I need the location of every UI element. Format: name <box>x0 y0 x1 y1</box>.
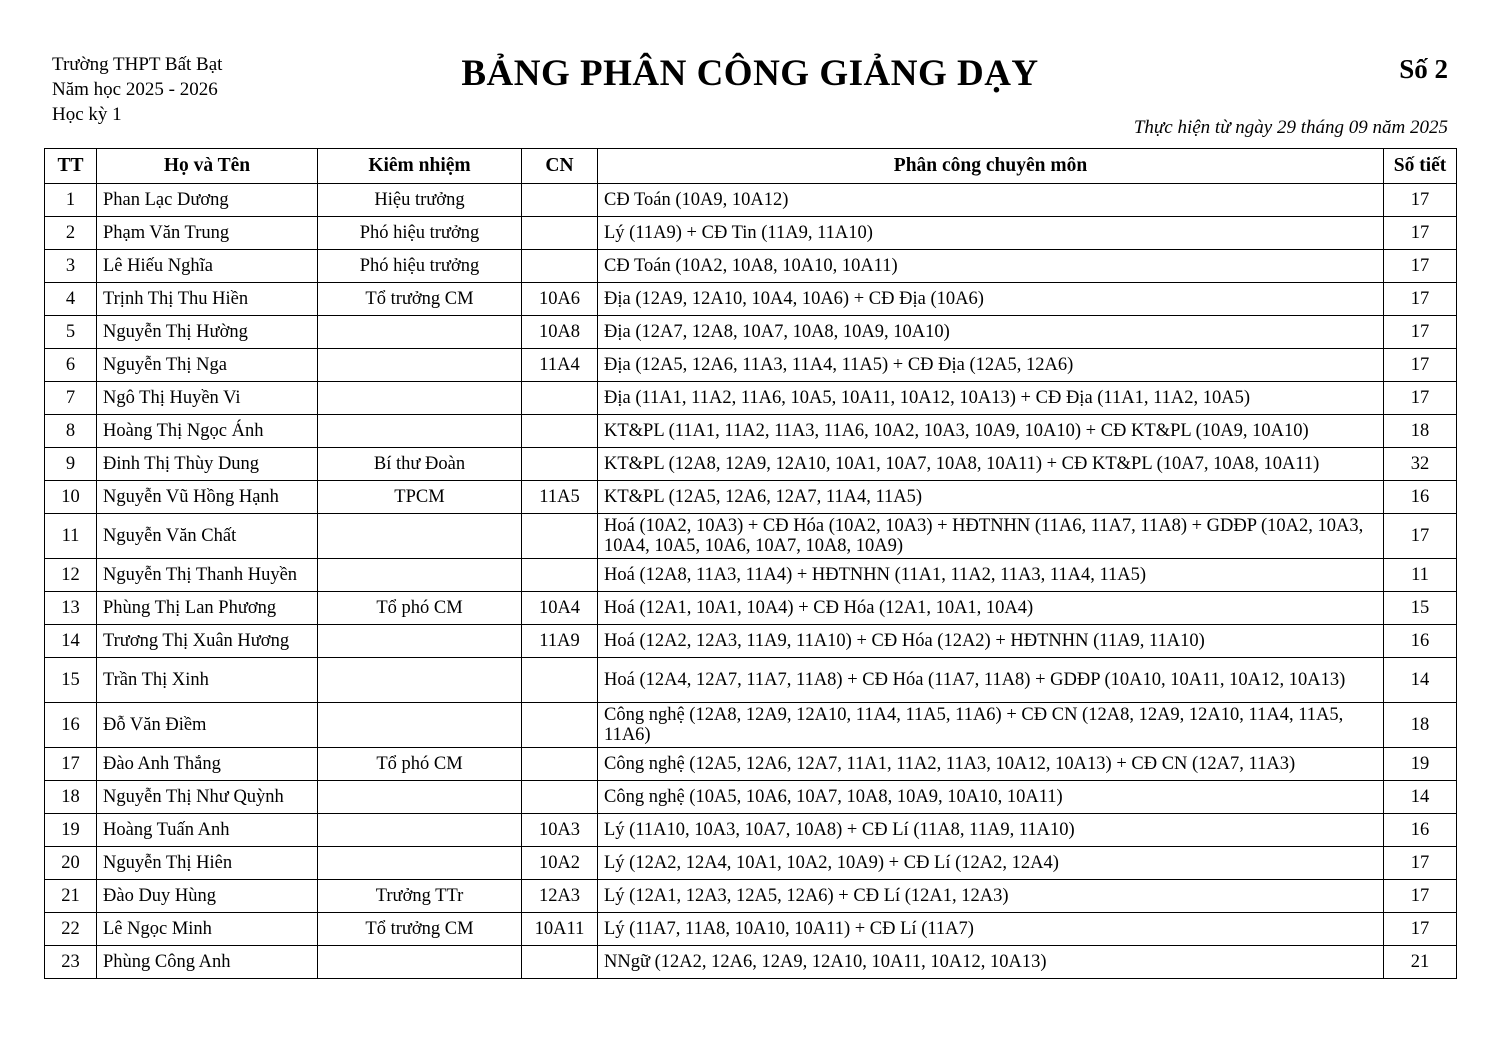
cell-assignment: Lý (11A10, 10A3, 10A7, 10A8) + CĐ Lí (11A8, 11A9, 11A10) <box>598 814 1384 847</box>
cell-cn <box>522 448 598 481</box>
table-row <box>45 217 1457 250</box>
cell-periods: 17 <box>1384 184 1457 217</box>
cell-role: Tổ phó CM <box>318 748 522 781</box>
cell-assignment: Địa (12A5, 12A6, 11A3, 11A4, 11A5) + CĐ Địa (12A5, 12A6) <box>598 349 1384 382</box>
cell-role: Phó hiệu trưởng <box>318 217 522 250</box>
cell-role <box>318 316 522 349</box>
cell-periods: 11 <box>1384 559 1457 592</box>
cell-assignment: KT&PL (12A8, 12A9, 12A10, 10A1, 10A7, 10A8, 10A11) + CĐ KT&PL (10A7, 10A8, 10A11) <box>598 448 1384 481</box>
cell-assignment: Lý (11A9) + CĐ Tin (11A9, 11A10) <box>598 217 1384 250</box>
cell-role: Trưởng TTr <box>318 880 522 913</box>
table-header-row <box>45 149 1457 184</box>
cell-periods: 14 <box>1384 658 1457 703</box>
cell-name: Đỗ Văn Điềm <box>97 703 318 748</box>
cell-tt: 6 <box>45 349 97 382</box>
cell-cn: 10A8 <box>522 316 598 349</box>
cell-assignment: Lý (12A1, 12A3, 12A5, 12A6) + CĐ Lí (12A1, 12A3) <box>598 880 1384 913</box>
cell-role <box>318 703 522 748</box>
cell-cn: 11A5 <box>522 481 598 514</box>
cell-cn <box>522 781 598 814</box>
cell-role: Bí thư Đoàn <box>318 448 522 481</box>
table-row <box>45 847 1457 880</box>
table-row <box>45 814 1457 847</box>
cell-role: Tổ trưởng CM <box>318 283 522 316</box>
table-row <box>45 880 1457 913</box>
cell-tt: 8 <box>45 415 97 448</box>
cell-assignment: Lý (12A2, 12A4, 10A1, 10A2, 10A9) + CĐ Lí (12A2, 12A4) <box>598 847 1384 880</box>
cell-assignment: Địa (12A7, 12A8, 10A7, 10A8, 10A9, 10A10) <box>598 316 1384 349</box>
cell-role <box>318 814 522 847</box>
cell-periods: 17 <box>1384 913 1457 946</box>
cell-name: Lê Ngọc Minh <box>97 913 318 946</box>
cell-role <box>318 847 522 880</box>
cell-periods: 16 <box>1384 481 1457 514</box>
table-row <box>45 415 1457 448</box>
cell-name: Lê Hiếu Nghĩa <box>97 250 318 283</box>
cell-tt: 13 <box>45 592 97 625</box>
cell-periods: 16 <box>1384 814 1457 847</box>
cell-assignment: CĐ Toán (10A9, 10A12) <box>598 184 1384 217</box>
col-header-tt: TT <box>45 149 97 184</box>
cell-tt: 9 <box>45 448 97 481</box>
cell-cn <box>522 184 598 217</box>
cell-tt: 5 <box>45 316 97 349</box>
cell-assignment: Hoá (12A1, 10A1, 10A4) + CĐ Hóa (12A1, 10A1, 10A4) <box>598 592 1384 625</box>
cell-name: Đào Duy Hùng <box>97 880 318 913</box>
cell-tt: 17 <box>45 748 97 781</box>
cell-periods: 17 <box>1384 316 1457 349</box>
cell-assignment: Hoá (12A4, 12A7, 11A7, 11A8) + CĐ Hóa (11A7, 11A8) + GDĐP (10A10, 10A11, 10A12, 10A13) <box>598 658 1384 703</box>
cell-role <box>318 781 522 814</box>
cell-assignment: Địa (12A9, 12A10, 10A4, 10A6) + CĐ Địa (10A6) <box>598 283 1384 316</box>
col-header-role: Kiêm nhiệm <box>318 149 522 184</box>
cell-tt: 22 <box>45 913 97 946</box>
cell-role <box>318 382 522 415</box>
col-header-cn: CN <box>522 149 598 184</box>
cell-name: Ngô Thị Huyền Vi <box>97 382 318 415</box>
cell-assignment: Lý (11A7, 11A8, 10A10, 10A11) + CĐ Lí (11A7) <box>598 913 1384 946</box>
cell-role <box>318 658 522 703</box>
cell-cn <box>522 559 598 592</box>
cell-periods: 32 <box>1384 448 1457 481</box>
table-row <box>45 781 1457 814</box>
cell-assignment: CĐ Toán (10A2, 10A8, 10A10, 10A11) <box>598 250 1384 283</box>
cell-cn <box>522 382 598 415</box>
table-row <box>45 349 1457 382</box>
cell-name: Trần Thị Xinh <box>97 658 318 703</box>
table-row <box>45 316 1457 349</box>
table-row <box>45 946 1457 979</box>
cell-periods: 17 <box>1384 382 1457 415</box>
cell-name: Trương Thị Xuân Hương <box>97 625 318 658</box>
cell-cn <box>522 217 598 250</box>
cell-cn: 11A9 <box>522 625 598 658</box>
semester: Học kỳ 1 <box>52 104 122 125</box>
cell-periods: 15 <box>1384 592 1457 625</box>
school-info <box>52 52 222 127</box>
cell-name: Hoàng Thị Ngọc Ánh <box>97 415 318 448</box>
cell-cn <box>522 415 598 448</box>
cell-cn: 10A11 <box>522 913 598 946</box>
cell-periods: 17 <box>1384 880 1457 913</box>
cell-cn: 12A3 <box>522 880 598 913</box>
cell-assignment: Hoá (12A2, 12A3, 11A9, 11A10) + CĐ Hóa (12A2) + HĐTNHN (11A9, 11A10) <box>598 625 1384 658</box>
cell-name: Trịnh Thị Thu Hiền <box>97 283 318 316</box>
cell-tt: 3 <box>45 250 97 283</box>
cell-periods: 17 <box>1384 217 1457 250</box>
cell-role: Phó hiệu trưởng <box>318 250 522 283</box>
table-row <box>45 703 1457 748</box>
cell-periods: 17 <box>1384 250 1457 283</box>
cell-tt: 15 <box>45 658 97 703</box>
col-header-periods: Số tiết <box>1384 149 1457 184</box>
cell-name: Nguyễn Thị Như Quỳnh <box>97 781 318 814</box>
cell-tt: 2 <box>45 217 97 250</box>
cell-assignment: Công nghệ (12A5, 12A6, 12A7, 11A1, 11A2, 11A3, 10A12, 10A13) + CĐ CN (12A7, 11A3) <box>598 748 1384 781</box>
cell-name: Nguyễn Thị Thanh Huyền <box>97 559 318 592</box>
table-row <box>45 514 1457 559</box>
table-row <box>45 448 1457 481</box>
cell-name: Nguyễn Thị Hiên <box>97 847 318 880</box>
cell-name: Đào Anh Thắng <box>97 748 318 781</box>
cell-assignment: Địa (11A1, 11A2, 11A6, 10A5, 10A11, 10A12, 10A13) + CĐ Địa (11A1, 11A2, 10A5) <box>598 382 1384 415</box>
table-row <box>45 382 1457 415</box>
cell-assignment: Công nghệ (12A8, 12A9, 12A10, 11A4, 11A5, 11A6) + CĐ CN (12A8, 12A9, 12A10, 11A4, 11A5, 11A6) <box>598 703 1384 748</box>
cell-assignment: NNgữ (12A2, 12A6, 12A9, 12A10, 10A11, 10A12, 10A13) <box>598 946 1384 979</box>
assignment-table <box>44 148 1457 979</box>
cell-tt: 18 <box>45 781 97 814</box>
cell-cn <box>522 250 598 283</box>
cell-name: Phùng Thị Lan Phương <box>97 592 318 625</box>
cell-role <box>318 625 522 658</box>
effective-date: Thực hiện từ ngày 29 tháng 09 năm 2025 <box>1133 117 1448 138</box>
table-row <box>45 625 1457 658</box>
cell-tt: 11 <box>45 514 97 559</box>
cell-role: Tổ trưởng CM <box>318 913 522 946</box>
cell-role: Tổ phó CM <box>318 592 522 625</box>
cell-cn <box>522 658 598 703</box>
school-year: Năm học 2025 - 2026 <box>52 79 218 100</box>
cell-tt: 4 <box>45 283 97 316</box>
cell-tt: 21 <box>45 880 97 913</box>
cell-role: TPCM <box>318 481 522 514</box>
table-row <box>45 592 1457 625</box>
cell-tt: 16 <box>45 703 97 748</box>
cell-role <box>318 946 522 979</box>
cell-cn: 10A3 <box>522 814 598 847</box>
cell-name: Nguyễn Thị Hường <box>97 316 318 349</box>
cell-tt: 23 <box>45 946 97 979</box>
cell-role: Hiệu trưởng <box>318 184 522 217</box>
cell-name: Hoàng Tuấn Anh <box>97 814 318 847</box>
cell-periods: 16 <box>1384 625 1457 658</box>
cell-cn: 10A2 <box>522 847 598 880</box>
cell-role <box>318 514 522 559</box>
cell-periods: 17 <box>1384 283 1457 316</box>
document-number: Số 2 <box>1399 54 1448 84</box>
cell-cn <box>522 748 598 781</box>
col-header-name: Họ và Tên <box>97 149 318 184</box>
cell-cn: 11A4 <box>522 349 598 382</box>
cell-role <box>318 349 522 382</box>
cell-tt: 7 <box>45 382 97 415</box>
cell-periods: 18 <box>1384 415 1457 448</box>
table-row <box>45 559 1457 592</box>
cell-tt: 20 <box>45 847 97 880</box>
cell-periods: 21 <box>1384 946 1457 979</box>
cell-assignment: KT&PL (11A1, 11A2, 11A3, 11A6, 10A2, 10A3, 10A9, 10A10) + CĐ KT&PL (10A9, 10A10) <box>598 415 1384 448</box>
table-row <box>45 913 1457 946</box>
cell-name: Phùng Công Anh <box>97 946 318 979</box>
table-row <box>45 658 1457 703</box>
table-row <box>45 748 1457 781</box>
table-row <box>45 250 1457 283</box>
cell-name: Nguyễn Văn Chất <box>97 514 318 559</box>
cell-cn: 10A4 <box>522 592 598 625</box>
cell-cn <box>522 703 598 748</box>
table-row <box>45 481 1457 514</box>
cell-assignment: KT&PL (12A5, 12A6, 12A7, 11A4, 11A5) <box>598 481 1384 514</box>
cell-name: Đinh Thị Thùy Dung <box>97 448 318 481</box>
cell-role <box>318 559 522 592</box>
cell-periods: 17 <box>1384 514 1457 559</box>
cell-cn: 10A6 <box>522 283 598 316</box>
cell-name: Nguyễn Vũ Hồng Hạnh <box>97 481 318 514</box>
cell-assignment: Công nghệ (10A5, 10A6, 10A7, 10A8, 10A9, 10A10, 10A11) <box>598 781 1384 814</box>
cell-periods: 19 <box>1384 748 1457 781</box>
cell-periods: 18 <box>1384 703 1457 748</box>
cell-tt: 12 <box>45 559 97 592</box>
cell-tt: 1 <box>45 184 97 217</box>
cell-periods: 17 <box>1384 847 1457 880</box>
cell-assignment: Hoá (10A2, 10A3) + CĐ Hóa (10A2, 10A3) + HĐTNHN (11A6, 11A7, 11A8) + GDĐP (10A2, 10A3, 10A4, 10A5, 10A6, 10A7, 10A8, 10A9) <box>598 514 1384 559</box>
school-name: Trường THPT Bất Bạt <box>52 54 223 75</box>
cell-name: Phạm Văn Trung <box>97 217 318 250</box>
cell-tt: 14 <box>45 625 97 658</box>
cell-name: Nguyễn Thị Nga <box>97 349 318 382</box>
cell-periods: 14 <box>1384 781 1457 814</box>
cell-tt: 19 <box>45 814 97 847</box>
cell-periods: 17 <box>1384 349 1457 382</box>
cell-assignment: Hoá (12A8, 11A3, 11A4) + HĐTNHN (11A1, 11A2, 11A3, 11A4, 11A5) <box>598 559 1384 592</box>
table-row <box>45 283 1457 316</box>
table-row <box>45 184 1457 217</box>
cell-role <box>318 415 522 448</box>
cell-tt: 10 <box>45 481 97 514</box>
cell-name: Phan Lạc Dương <box>97 184 318 217</box>
cell-cn <box>522 514 598 559</box>
col-header-assignment: Phân công chuyên môn <box>598 149 1384 184</box>
cell-cn <box>522 946 598 979</box>
page-title: BẢNG PHÂN CÔNG GIẢNG DẠY <box>461 53 1039 94</box>
